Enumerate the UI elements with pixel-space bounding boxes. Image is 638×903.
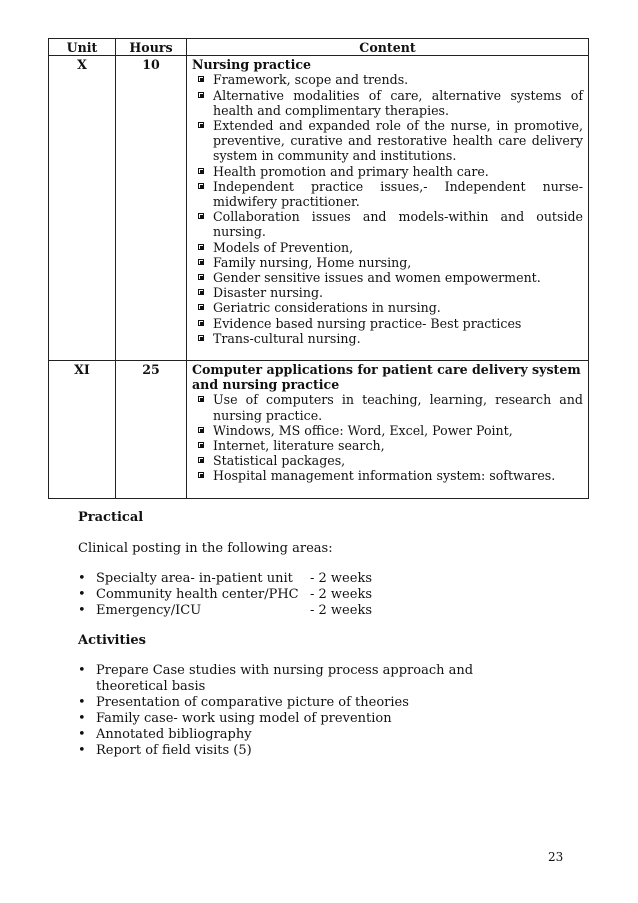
list-item [192,438,583,453]
list-item [192,316,583,331]
page-number: 23 [548,850,564,864]
practical-heading: Practical [78,510,144,525]
list-item-text: Use of computers in teaching, learning, research and nursing practice. [213,392,583,423]
list-item-text: Collaboration issues and models-within and outside nursing. [213,209,583,240]
content-list [192,392,583,483]
square-bullet-icon [198,274,204,280]
list-item-text: Independent practice issues,- Independent nurse-midwifery practitioner. [213,178,583,210]
table-row [49,361,589,499]
list-item [192,255,583,270]
list-item [192,331,583,346]
list-item [192,468,583,483]
list-item-text: Evidence based nursing practice- Best practices [213,315,522,331]
list-item [192,88,583,118]
square-bullet-icon [198,259,204,265]
table-row [49,56,589,361]
square-bullet-icon [198,335,204,341]
activity-item: • Prepare Case studies with nursing process approach and theoretical basis [78,663,548,695]
area-name: Community health center/PHC [96,587,299,602]
table-header-row [49,39,589,56]
list-item-text: Geriatric considerations in nursing. [213,300,441,316]
topic-title: Nursing practice [192,57,312,73]
syllabus-table [48,38,589,499]
square-bullet-icon [198,213,204,219]
activity-item: • Report of field visits (5) [78,743,548,759]
square-bullet-icon [198,304,204,310]
practical-area-item [78,603,548,619]
area-name: Specialty area- in-patient unit [96,571,293,586]
list-item-text: Statistical packages, [213,453,346,469]
practical-area-item [78,571,548,587]
list-item-text: Internet, literature search, [213,438,385,454]
unit-cell: X [49,56,116,361]
list-item [192,423,583,438]
list-item-text: Alternative modalities of care, alternative systems of health and complimentary therapies. [213,87,583,118]
list-item-text: Hospital management information system: softwares. [213,468,556,484]
list-item-text: Windows, MS office: Word, Excel, Power Point, [213,422,513,438]
square-bullet-icon [198,457,204,463]
header-hours: Hours [116,39,187,56]
header-content: Content [187,39,589,56]
list-item [192,209,583,239]
list-item [192,285,583,300]
unit-cell: XI [49,361,116,499]
practical-area-item [78,587,548,603]
content-list [192,72,583,346]
practical-intro: Clinical posting in the following areas: [78,541,333,556]
practical-areas-list [78,571,548,619]
topic-title: Computer applications for patient care delivery system and nursing practice [192,362,581,393]
list-item [192,240,583,255]
square-bullet-icon [198,122,204,128]
square-bullet-icon [198,289,204,295]
list-item [192,453,583,468]
activities-list [78,663,548,759]
header-unit: Unit [49,39,116,56]
list-item [192,392,583,422]
list-item [192,72,583,87]
content-cell [187,56,589,361]
list-item [192,118,583,164]
hours-cell: 25 [116,361,187,499]
list-item [192,270,583,285]
square-bullet-icon [198,320,204,326]
square-bullet-icon [198,244,204,250]
list-item-text: Framework, scope and trends. [213,72,409,88]
square-bullet-icon [198,183,204,189]
square-bullet-icon [198,92,204,98]
list-item [192,164,583,179]
area-duration: - 2 weeks [310,603,372,618]
list-item-text: Models of Prevention, [213,239,354,255]
square-bullet-icon [198,76,204,82]
square-bullet-icon [198,396,204,402]
square-bullet-icon [198,442,204,448]
list-item [192,179,583,209]
area-name: Emergency/ICU [96,603,202,618]
list-item-text: Disaster nursing. [213,285,324,301]
square-bullet-icon [198,427,204,433]
list-item [192,300,583,315]
list-item-text: Health promotion and primary health care. [213,163,489,179]
area-duration: - 2 weeks [310,571,372,586]
activity-item: • Family case- work using model of prevention [78,711,548,727]
activity-item: • Presentation of comparative picture of theories [78,695,548,711]
list-item-text: Gender sensitive issues and women empowerment. [213,270,541,286]
square-bullet-icon [198,168,204,174]
activities-heading: Activities [78,633,146,648]
hours-cell: 10 [116,56,187,361]
list-item-text: Extended and expanded role of the nurse, in promotive, preventive, curative and restorative health care delivery system in community and institutions. [213,118,583,164]
list-item-text: Family nursing, Home nursing, [213,254,412,270]
list-item-text: Trans-cultural nursing. [213,330,361,346]
activity-item: • Annotated bibliography [78,727,548,743]
square-bullet-icon [198,472,204,478]
content-cell [187,361,589,499]
area-duration: - 2 weeks [310,587,372,602]
